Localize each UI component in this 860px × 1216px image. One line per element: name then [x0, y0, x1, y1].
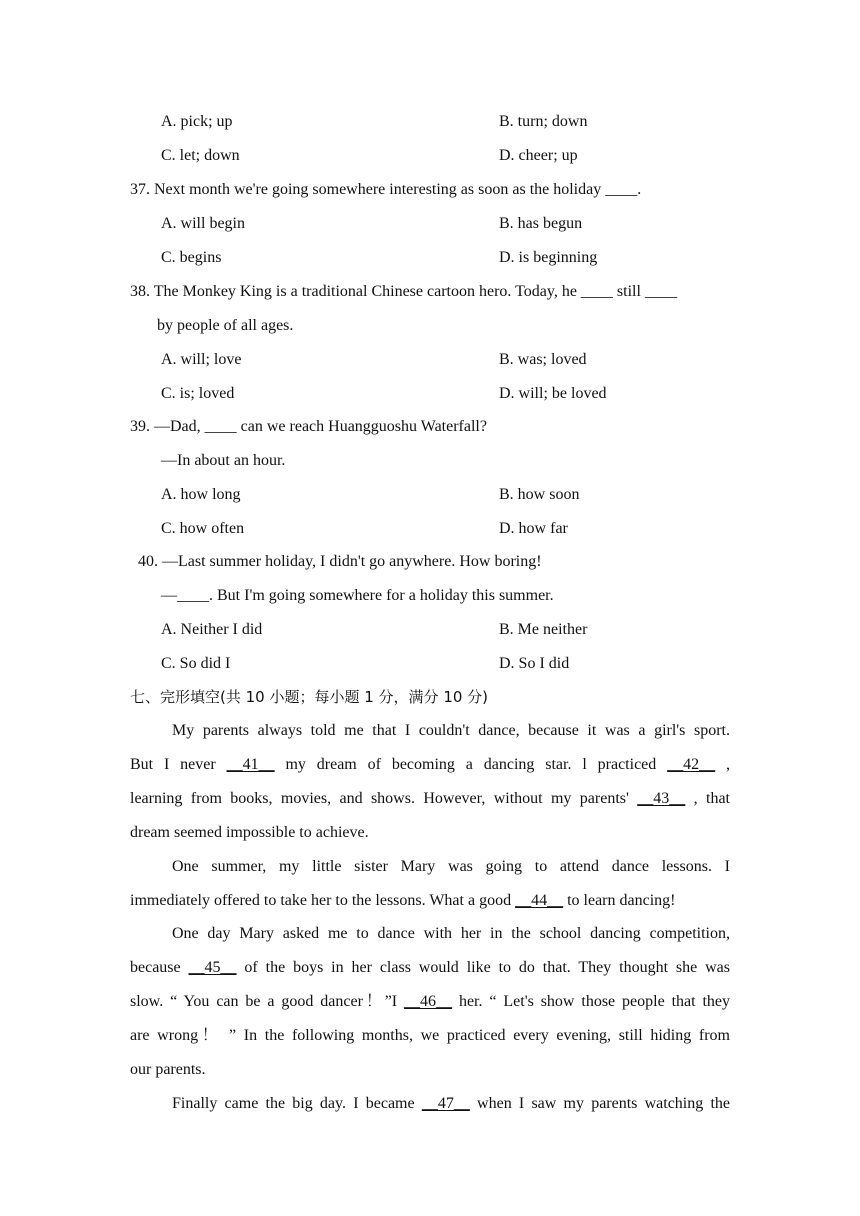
q40-reply: —____. But I'm going somewhere for a holiday this summer. [161, 587, 554, 604]
q40-option-a: A. Neither I did [161, 621, 263, 638]
q38-option-b: B. was; loved [499, 351, 587, 368]
blank-47: __47__ [421, 1095, 470, 1112]
q40-option-d: D. So I did [499, 655, 570, 672]
q38-option-c: C. is; loved [161, 385, 235, 402]
blank-41: __41__ [226, 756, 275, 773]
q39-option-b: B. how soon [499, 486, 580, 503]
passage-line: One summer, my little sister Mary was going to attend dance lessons. I [172, 858, 730, 875]
blank-46: __46__ [404, 993, 453, 1010]
passage-text: , [726, 756, 731, 773]
q39-option-a: A. how long [161, 486, 241, 503]
section-heading: 七、完形填空(共 10 小题；每小题 1 分，满分 10 分) [130, 688, 489, 706]
passage-text: to learn dancing! [567, 892, 676, 909]
q37-option-b: B. has begun [499, 215, 583, 232]
passage-line: our parents. [130, 1061, 206, 1078]
passage-text: slow. “ You can be a good dancer！”I [130, 993, 398, 1010]
passage-line [172, 1094, 730, 1114]
passage-text: learning from books, movies, and shows. However, without my parents' [130, 790, 629, 807]
passage-line [130, 992, 730, 1012]
q36-option-a: A. pick; up [161, 113, 233, 130]
q36-option-d: D. cheer; up [499, 147, 578, 164]
passage-line: One day Mary asked me to dance with her in the school dancing competition, [172, 925, 730, 942]
q39-stem: 39. —Dad, ____ can we reach Huangguoshu Waterfall? [130, 418, 487, 435]
passage-text: when I saw my parents watching the [477, 1095, 731, 1112]
q38-stem-line1: 38. The Monkey King is a traditional Chinese cartoon hero. Today, he ____ still ____ [130, 283, 677, 300]
passage-text: that [706, 790, 730, 807]
q36-option-b: B. turn; down [499, 113, 588, 130]
passage-line: dream seemed impossible to achieve. [130, 824, 369, 841]
passage-text: , [693, 790, 698, 807]
passage-line: are wrong！ ” In the following months, we practiced every evening, still hiding from [130, 1027, 731, 1044]
passage-text: of the boys in her class would like to do that. They thought she was [244, 959, 731, 976]
passage-line [130, 789, 730, 809]
q38-stem-line2: by people of all ages. [157, 317, 294, 334]
passage-text: my dream of becoming a dancing star. l practiced [285, 756, 657, 773]
passage-text: her. “ Let's show those people that they [458, 993, 731, 1010]
blank-42: __42__ [667, 756, 716, 773]
q39-option-c: C. how often [161, 520, 245, 537]
q40-option-b: B. Me neither [499, 621, 588, 638]
q37-option-a: A. will begin [161, 215, 245, 232]
passage-text: because [130, 959, 181, 976]
q36-option-c: C. let; down [161, 147, 240, 164]
q39-option-d: D. how far [499, 520, 568, 537]
blank-44: __44__ [515, 892, 564, 909]
passage-line [130, 755, 730, 775]
q39-reply: —In about an hour. [161, 452, 286, 469]
passage-line [130, 891, 675, 911]
q40-option-c: C. So did I [161, 655, 231, 672]
q37-option-c: C. begins [161, 249, 222, 266]
q38-option-a: A. will; love [161, 351, 242, 368]
passage-text: But I never [130, 756, 216, 773]
passage-text: immediately offered to take her to the lessons. What a good [130, 892, 512, 909]
q40-stem: 40. —Last summer holiday, I didn't go anywhere. How boring! [138, 553, 542, 570]
passage-line: My parents always told me that I couldn't dance, because it was a girl's sport. [172, 722, 730, 739]
blank-43: __43__ [637, 790, 686, 807]
q37-option-d: D. is beginning [499, 249, 598, 266]
q38-option-d: D. will; be loved [499, 385, 607, 402]
blank-45: __45__ [188, 959, 237, 976]
passage-text: Finally came the big day. I became [172, 1095, 415, 1112]
q37-stem: 37. Next month we're going somewhere interesting as soon as the holiday ____. [130, 181, 642, 198]
passage-line [130, 958, 730, 978]
